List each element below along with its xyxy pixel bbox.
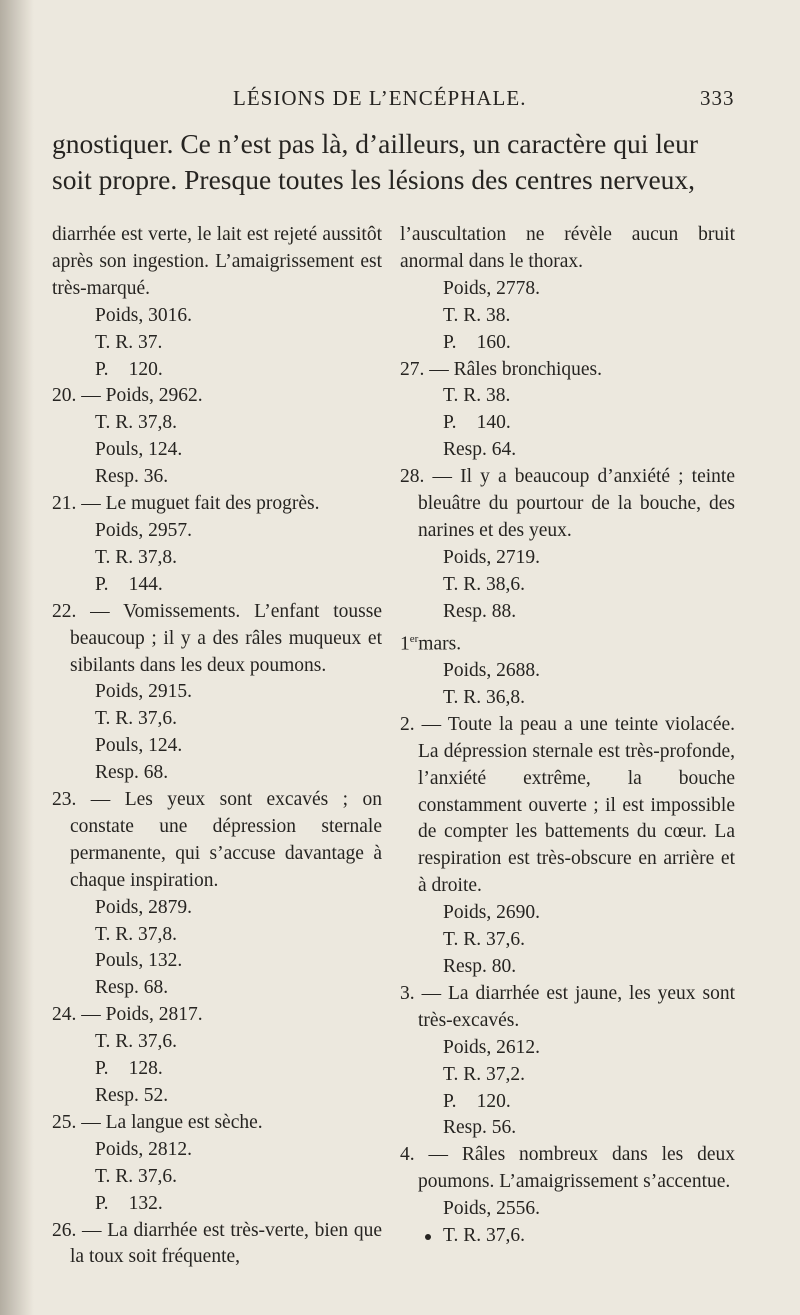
entry-22: 22. — Vomissements. L’enfant tousse beaucoup ; il y a des râles muqueux et sibilants dans les deux poumons. [52, 600, 382, 676]
intro-line: soit propre. Presque toutes les lésions des centres nerveux, [52, 164, 696, 195]
measure-line: Poids, 2719. [443, 546, 540, 568]
measure-line: T. R. 37,8. [95, 923, 177, 945]
measure-line: T. R. 37,6. [95, 708, 177, 730]
entry-24: 24. — Poids, 2817. [52, 1004, 203, 1026]
entry-26: 26. — La diarrhée est très-verte, bien que la toux soit fréquente, [52, 1219, 382, 1268]
measure-line: P. 140. [443, 412, 511, 434]
measure-line: Pouls, 132. [95, 950, 183, 972]
left-column [52, 222, 382, 1271]
paragraph: l’auscultation ne révèle aucun bruit anormal dans le thorax. [400, 224, 735, 272]
entry-2: 2. — Toute la peau a une teinte violacée. La dépression sternale est très-profonde, l’anxiété extrême, la bouche constamment ouverte ; il est impossible de compter les battements du cœur. La respiration est très-obscure en arrière et à droite. [400, 713, 735, 897]
entry-4: 4. — Râles nombreux dans les deux poumons. L’amaigrissement s’accentue. [400, 1144, 735, 1193]
measure-line: Resp. 80. [443, 955, 517, 977]
measure-line: Pouls, 124. [95, 735, 183, 757]
measure-line: T. R. 37,6. [443, 929, 525, 951]
measure-line: Poids, 2690. [443, 902, 540, 924]
measure-line: Poids, 2812. [95, 1138, 192, 1160]
entry-20: 20. — Poids, 2962. [52, 385, 203, 407]
measure-line: Poids, 2778. [443, 277, 540, 299]
entry-25: 25. — La langue est sèche. [52, 1111, 263, 1133]
measure-line: P. 132. [95, 1192, 163, 1214]
measure-line: Resp. 56. [443, 1117, 517, 1139]
measure-line: Resp. 52. [95, 1085, 169, 1106]
measure-line: T. R. 38. [443, 304, 511, 326]
entry-number: 24. — [52, 1004, 101, 1026]
measure-line: T. R. 36,8. [443, 686, 525, 708]
measure-line: T. R. 37,8. [95, 546, 177, 568]
right-column [400, 222, 735, 1250]
measure-line: Resp. 36. [95, 466, 169, 488]
measure-line: Poids, 2957. [95, 519, 192, 541]
measure-line: P. 144. [95, 573, 163, 595]
page-header [0, 86, 800, 116]
measure-line: P. 128. [95, 1058, 163, 1080]
running-title: LÉSIONS DE L’ENCÉPHALE. [233, 86, 527, 110]
measure-line: Poids, 2879. [95, 896, 192, 918]
measure-line: Poids, 2688. [443, 660, 540, 681]
measure-line: T. R. 37,2. [443, 1063, 525, 1085]
measure-line: T. R. 38. [443, 385, 511, 407]
measure-line: Resp. 88. [443, 600, 517, 622]
page-number: 333 [700, 86, 735, 110]
entry-28: 28. — Il y a beaucoup d’anxiété ; teinte bleuâtre du pourtour de la bouche, des narines et des yeux. [400, 466, 735, 541]
book-spine-shadow [0, 0, 34, 1315]
entry-3: 3. — La diarrhée est jaune, les yeux sont très-excavés. [400, 982, 735, 1031]
measure-line: Poids, 2612. [443, 1036, 540, 1058]
measure-line: P. 120. [95, 358, 163, 380]
intro-line: gnostiquer. Ce n’est pas là, d’ailleurs, un caractère qui leur [52, 128, 699, 159]
measure-line: P. 160. [443, 331, 511, 353]
measure-line: T. R. 37. [95, 331, 163, 353]
measure-line: T. R. 37,6. [95, 1165, 177, 1187]
paragraph: diarrhée est verte, le lait est rejeté aussitôt après son ingestion. L’amaigrissement est très-marqué. [52, 224, 382, 299]
entry-27: 27. — Râles bronchiques. [400, 358, 603, 380]
measure-line: Poids, 2556. [443, 1198, 540, 1220]
intro-paragraph [52, 126, 772, 198]
measure-line: Resp. 64. [443, 439, 517, 461]
measure-line: Resp. 68. [95, 762, 169, 784]
measure-line: Poids, 2915. [95, 681, 192, 703]
measure-line: P. 120. [443, 1090, 511, 1112]
date-line: 1ermars. [400, 632, 462, 655]
measure-line: T. R. 37,6. [95, 1031, 177, 1053]
measure-line: T. R. 37,8. [95, 412, 177, 434]
measure-line: T. R. 38,6. [443, 573, 525, 595]
measure-line: Poids, 3016. [95, 304, 192, 326]
measure-line: T. R. 37,6. [400, 1223, 735, 1250]
bullet-mark-icon [425, 1234, 431, 1240]
entry-number: 20. — [52, 385, 101, 407]
entry-21: 21. — Le muguet fait des progrès. [52, 493, 320, 515]
measure-line: Resp. 68. [95, 977, 169, 999]
entry-23: 23. — Les yeux sont excavés ; on constate une dépression sternale permanente, qui s’accuse davantage à chaque inspiration. [52, 789, 382, 891]
measure-line: Pouls, 124. [95, 439, 183, 461]
